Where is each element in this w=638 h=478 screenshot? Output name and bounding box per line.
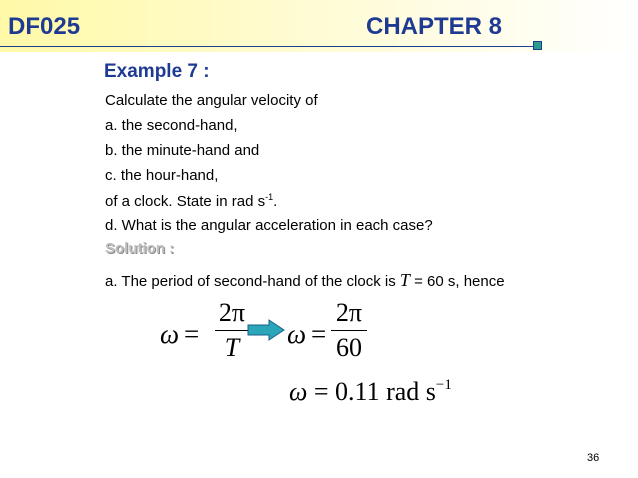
fraction-denominator-60: 60 [336,333,362,362]
period-symbol: T [399,270,410,290]
omega-symbol-2: ω [287,319,307,349]
chapter-title: CHAPTER 8 [366,13,503,40]
question-intro: Calculate the angular velocity of [105,92,318,109]
fraction-numerator-2: 2π [335,298,363,327]
fraction-numerator-1: 2π [218,298,246,327]
question-part-d: d. What is the angular acceleration in each case? [105,217,433,234]
omega-symbol-1: ω [160,319,180,349]
units-prefix: of a clock. State in rad s [105,193,266,210]
solution-label: Solution : [105,240,175,257]
result-unit: rad s [386,377,436,406]
omega-symbol-3: ω [289,377,308,406]
solution-part-a-prefix: a. The period of second-hand of the clock is [105,273,400,290]
equals-sign-2: = [311,319,327,349]
result-formula [289,377,452,407]
page-number: 36 [587,452,600,464]
fraction-bar-2 [331,330,367,331]
fraction-denominator-T: T [224,333,240,362]
result-value: 0.11 [335,377,380,406]
fraction-2pi-over-T [215,300,249,361]
equals-sign-3: = [313,377,329,406]
units-exponent: -1 [265,192,274,202]
equals-sign-1: = [184,319,200,349]
right-arrow-icon [247,319,285,341]
question-units [105,192,277,210]
example-title: Example 7 : [104,61,210,82]
header-rule [0,46,536,47]
units-suffix: . [273,193,278,210]
rule-marker-square [533,41,542,50]
question-part-c: c. the hour-hand, [105,167,219,184]
fraction-bar-1 [215,330,249,331]
solution-part-a-suffix: = 60 s, hence [409,273,505,290]
fraction-2pi-over-60 [331,300,367,361]
course-code: DF025 [8,13,81,40]
solution-part-a [105,270,505,291]
question-part-a: a. the second-hand, [105,117,238,134]
header-band [0,0,638,52]
question-part-b: b. the minute-hand and [105,142,260,159]
result-exponent: −1 [435,377,452,393]
